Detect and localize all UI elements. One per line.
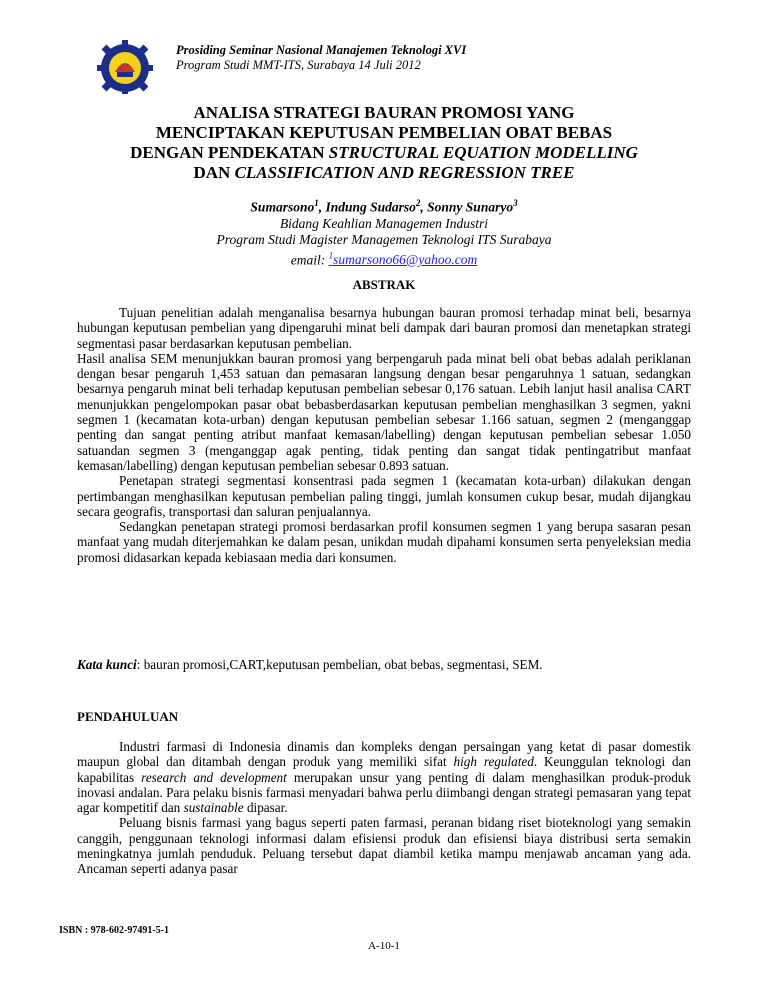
keywords-line xyxy=(77,657,717,672)
abstract-paragraph-1: Tujuan penelitian adalah menganalisa besarnya hubungan bauran promosi terhadap minat beli, besarnya hubungan keputusan pembelian yang dipengaruhi minat beli dampak dari bauran promosi dan menetapkan strategi segmentasi pasar berdasarkan keputusan pembelian. xyxy=(77,305,691,351)
intro-p1-italic-2: research and development xyxy=(141,769,287,785)
author-names xyxy=(0,195,768,216)
title-line-4-plain: DAN xyxy=(193,163,235,182)
author-block xyxy=(0,195,768,268)
email-sup: 1 xyxy=(328,250,334,261)
intro-p1-italic-3: sustainable xyxy=(183,800,244,816)
affiliation-2: Program Studi Magister Managemen Teknologi ITS Surabaya xyxy=(216,231,552,247)
keywords-label: Kata kunci xyxy=(77,657,137,672)
author-1-sup: 1 xyxy=(314,198,319,208)
title-line-3 xyxy=(40,143,728,163)
intro-p1-italic-1: high regulated xyxy=(453,754,534,770)
keywords-text: : bauran promosi,CART,keputusan pembelian, obat bebas, segmentasi, SEM. xyxy=(136,657,543,672)
title-line-2: MENCIPTAKAN KEPUTUSAN PEMBELIAN OBAT BEBAS xyxy=(155,123,613,142)
intro-p1-text-b: . Keunggulan teknologi dan kapabilitas xyxy=(77,754,692,785)
email-address: sumarsono66@yahoo.com xyxy=(333,252,478,267)
abstract-paragraph-3: Penetapan strategi segmentasi konsentrasi pada segmen 1 (kecamatan kota-urban) dilakukan dengan pertimbangan menghasilkan keputusan pembelian paling tinggi, jumlah konsumen cukup besar, mudah dijangkau secara geografis, transportasi dan saluran penjualannya. xyxy=(77,473,691,519)
its-emblem-icon xyxy=(97,40,159,94)
author-3-sup: 3 xyxy=(513,198,518,208)
intro-p1-text-c: merupakan unsur yang penting di dalam menghasilkan produk-produk inovasi andalan. Para pelaku bisnis farmasi menyadari bahwa perlu diimbangi dengan strategi pemasaran yang tepat agar kompetitif dan xyxy=(77,769,691,816)
author-sep-2: , xyxy=(420,199,428,215)
email-line xyxy=(0,248,768,269)
section-heading-pendahuluan: PENDAHULUAN xyxy=(77,709,179,724)
abstract-paragraph-2: Hasil analisa SEM menunjukkan bauran promosi yang berpengaruh pada minat beli obat bebas adalah periklanan dengan besar pengaruh 1,453 satuan dan pemasaran langsung dengan besar pengaruhnya 1 satuan, sedangkan besarnya pengaruh minat beli terhadap keputusan pembelian sebesar 0,176 satuan. Lebih lanjut hasil analisa CART menunjukkan pengelompokan pasar obat bebasberdasarkan keputusan pembelian menghasilkan 3 segmen, yakni segmen 1 (kecamatan kota-urban) dengan keputusan pembelian sebesar 1.166 satuan, segmen 2 (menganggap penting dan sangat penting atribut manfaat kemasan/labelling) dengan keputusan pembelian sebesar 1.050 satuandan segmen 3 (menganggap agak penting, tidak penting dan sangat tidak pentingatribut manfaat kemasan/labelling) dengan keputusan pembelian sebesar 0.893 satuan. xyxy=(77,350,691,473)
abstract-body xyxy=(77,305,691,565)
title-line-1: ANALISA STRATEGI BAURAN PROMOSI YANG xyxy=(193,103,575,122)
title-line-4 xyxy=(40,163,728,183)
intro-paragraph-1 xyxy=(77,739,691,815)
proceedings-header xyxy=(176,43,466,73)
author-2: Indung Sudarso xyxy=(325,199,416,215)
email-label: email: xyxy=(290,252,329,267)
affiliation-1: Bidang Keahlian Managemen Industri xyxy=(279,215,489,231)
abstract-paragraph-4: Sedangkan penetapan strategi promosi berdasarkan profil konsumen segmen 1 yang berupa sasaran pesan manfaat yang mudah diterjemahkan ke dalam pesan, unikdan mudah dipahami konsumen serta penyeleksian media promosi didasarkan kepada kebiasaan media dari konsumen. xyxy=(77,519,691,565)
author-3: Sonny Sunaryo xyxy=(427,199,514,215)
intro-paragraph-2: Peluang bisnis farmasi yang bagus seperti paten farmasi, peranan bidang riset bioteknologi yang semakin canggih, penggunaan teknologi informasi dalam efisiensi produk dan efisiensi biaya distribusi serta semakin meningkatnya jumlah penduduk. Peluang tersebut dapat diambil ketika mampu menjawab ancaman yang ada. Ancaman seperti adanya pasar xyxy=(77,815,691,877)
title-line-3-plain: DENGAN PENDEKATAN xyxy=(130,143,329,162)
title-line-4-italic: CLASSIFICATION AND REGRESSION TREE xyxy=(234,163,575,182)
email-link[interactable] xyxy=(329,252,478,267)
paper-title xyxy=(40,103,728,183)
intro-p1-text-a: Industri farmasi di Indonesia dinamis dan kompleks dengan persaingan yang ketat di pasar domestik maupun global dan ditambah dengan produk yang memiliki sifat xyxy=(77,739,691,770)
title-line-3-italic: STRUCTURAL EQUATION MODELLING xyxy=(328,143,638,162)
author-2-sup: 2 xyxy=(415,198,421,208)
intro-p1-text-d: dipasar. xyxy=(243,800,288,816)
footer-isbn: ISBN : 978-602-97491-5-1 xyxy=(59,925,169,936)
proceedings-venue: Program Studi MMT-ITS, Surabaya 14 Juli 2012 xyxy=(176,58,421,72)
author-sep-1: , xyxy=(318,199,326,215)
abstract-heading: ABSTRAK xyxy=(352,277,416,292)
proceedings-title: Prosiding Seminar Nasional Manajemen Teknologi XVI xyxy=(176,43,467,57)
author-1: Sumarsono xyxy=(250,199,315,215)
intro-body xyxy=(77,739,691,877)
footer-page-number: A-10-1 xyxy=(368,940,400,952)
